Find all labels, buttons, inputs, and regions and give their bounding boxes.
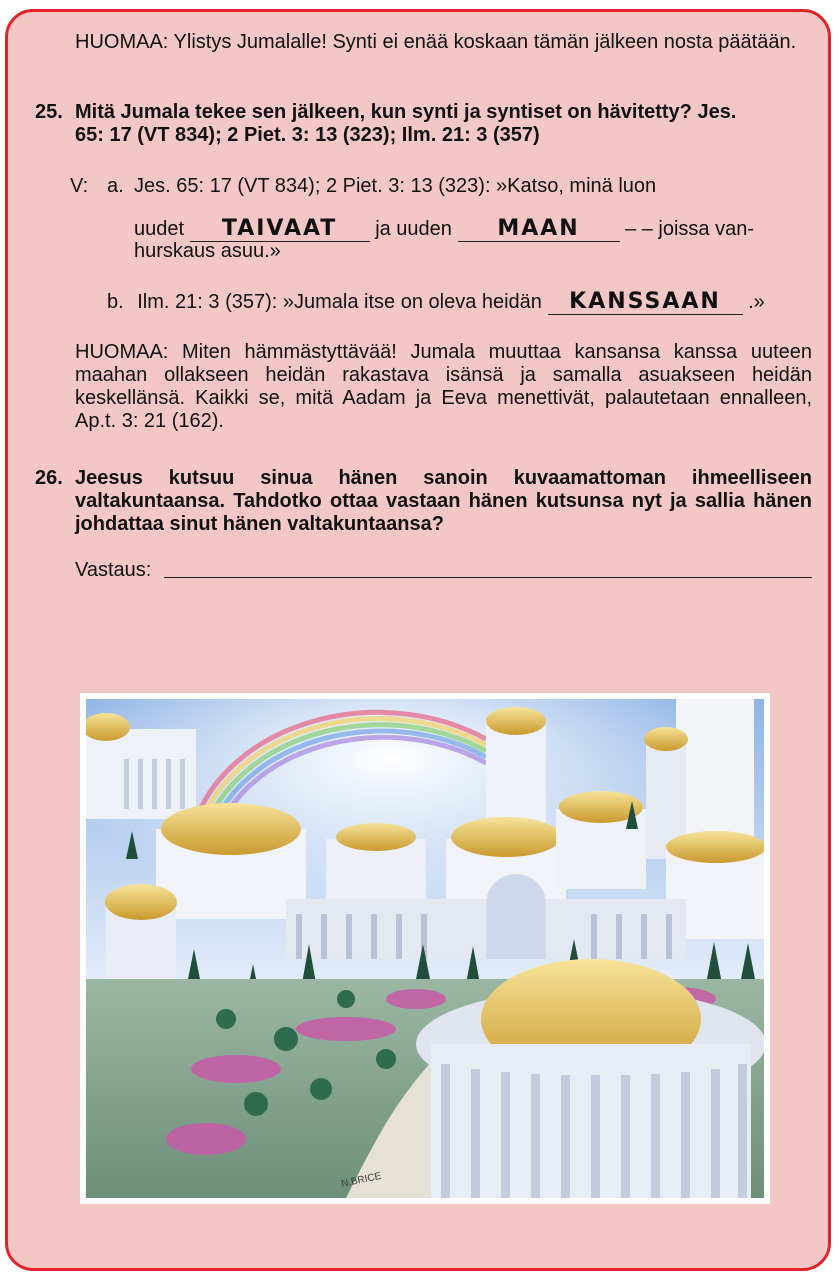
- uudet-text: uudet: [134, 218, 185, 240]
- illustration-heavenly-city: [80, 693, 770, 1204]
- city-painting: [86, 699, 764, 1198]
- blank-maan: [458, 217, 620, 242]
- question-25-number: 25.: [35, 101, 63, 123]
- vastaus-label: Vastaus:: [75, 559, 152, 581]
- answer-a-line1: Jes. 65: 17 (VT 834); 2 Piet. 3: 13 (323): »Katso, minä luon: [134, 175, 657, 197]
- answer-a-line2: [134, 217, 814, 242]
- answer-a-label: a.: [107, 175, 124, 197]
- question-26-number: 26.: [35, 467, 63, 489]
- answer-b-text: Ilm. 21: 3 (357): »Jumala itse on oleva heidän: [137, 291, 542, 313]
- ja-uuden-text: ja uuden: [375, 218, 452, 240]
- handwritten-kanssaan: KANSSAAN: [569, 289, 721, 314]
- answer-a-tail: – – joissa van-: [625, 218, 755, 240]
- handwritten-taivaat: TAIVAAT: [221, 216, 338, 241]
- handwritten-maan: MAAN: [497, 216, 580, 241]
- answer-prefix: V:: [70, 175, 89, 197]
- question-26-text: Jeesus kutsuu sinua hänen sanoin kuvaamattoman ihmeelliseen valtakuntaansa. Tahdotko ottaa vastaan hänen kutsunsa nyt ja sallia hänen johdattaa sinut hänen valtakuntaansa?: [75, 467, 812, 535]
- answer-line[interactable]: [164, 577, 812, 578]
- question-25-line2: 65: 17 (VT 834); 2 Piet. 3: 13 (323); Ilm. 21: 3 (357): [75, 124, 540, 146]
- answer-b: [107, 290, 765, 315]
- note-2: HUOMAA: Miten hämmästyttävää! Jumala muuttaa kansansa kanssa uuteen maahan ollakseen heidän rakastava isänsä ja samalla asuakseen heidän keskellänsä. Kaikki se, mitä Aadam ja Eeva menettivät, palautetaan ennalleen, Ap.t. 3: 21 (162).: [75, 341, 812, 432]
- answer-b-label: b.: [107, 291, 124, 313]
- question-25-line1: Mitä Jumala tekee sen jälkeen, kun synti ja syntiset on hävitetty? Jes.: [75, 101, 737, 123]
- artist-signature: N.BRICE: [340, 1170, 383, 1190]
- page-frame: [5, 9, 831, 1271]
- answer-a-line3: hurskaus asuu.»: [134, 240, 281, 262]
- note-1: HUOMAA: Ylistys Jumalalle! Synti ei enää koskaan tämän jälkeen nosta päätään.: [75, 31, 797, 53]
- blank-taivaat: [190, 217, 370, 242]
- blank-kanssaan: [548, 290, 743, 315]
- answer-b-end: .»: [748, 291, 765, 313]
